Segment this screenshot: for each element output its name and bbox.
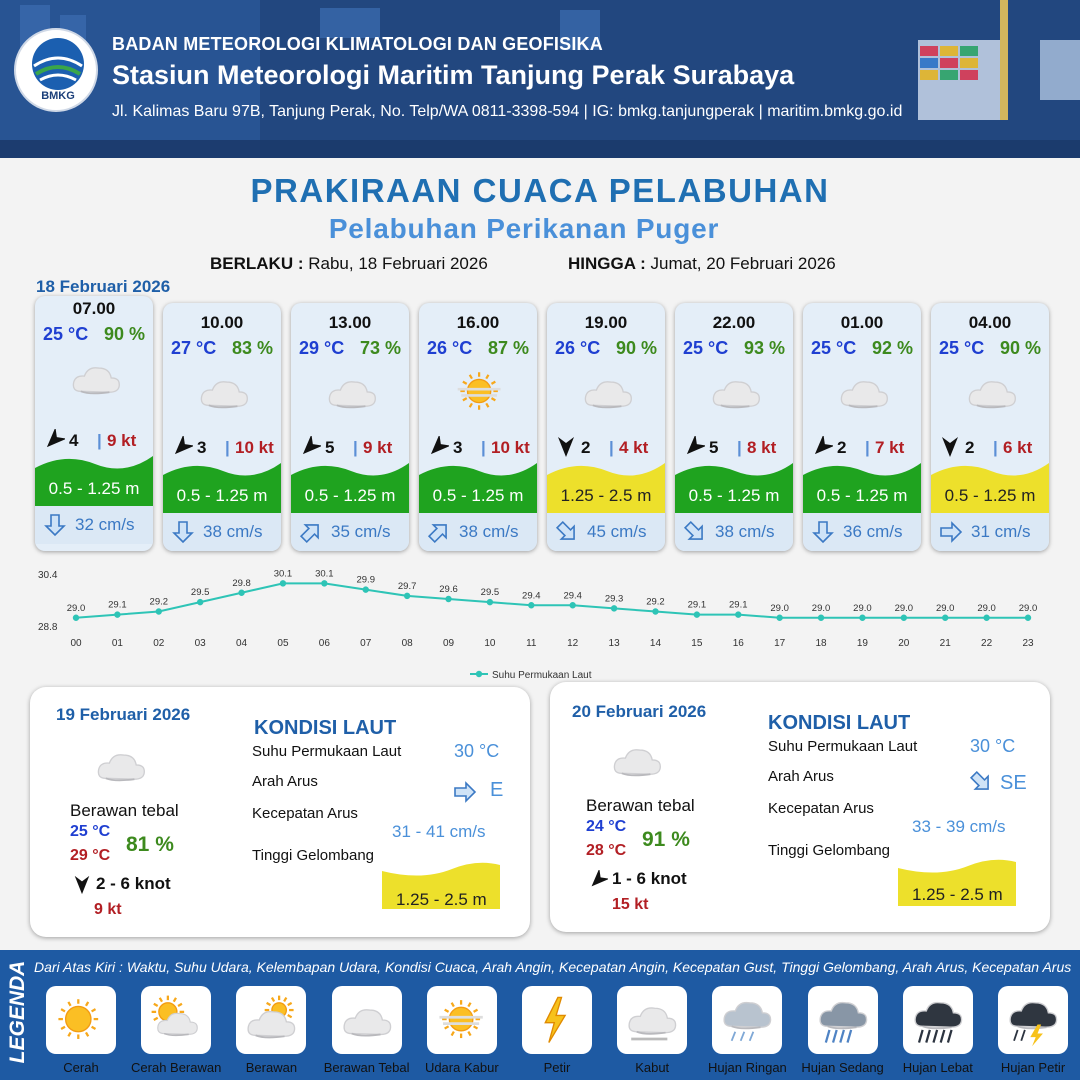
sst-point <box>197 599 203 605</box>
card-humidity: 90 % <box>103 324 145 344</box>
x-tick-label: 00 <box>70 638 82 649</box>
x-tick-label: 20 <box>898 638 910 649</box>
panel-gust: 9 kt <box>94 901 122 918</box>
current-speed: 31 cm/s <box>971 522 1031 541</box>
forecast-card <box>163 303 281 551</box>
sst-point <box>156 608 162 614</box>
sst-value-label: 29.2 <box>646 596 665 608</box>
wind-speed: 3 <box>453 438 463 457</box>
x-tick-label: 05 <box>277 638 289 649</box>
from-value: Rabu, 18 Februari 2026 <box>308 254 488 273</box>
sst-point <box>238 590 244 596</box>
wave-height: 0.5 - 1.25 m <box>304 486 396 505</box>
card-humidity: 73 % <box>359 338 401 358</box>
panel-temp-min: 25 °C <box>70 823 111 840</box>
sst-value-label: 29.5 <box>190 587 210 599</box>
sst-point <box>735 611 741 617</box>
wind-speed: 4 <box>69 431 79 450</box>
wave-height-label: Tinggi Gelombang <box>252 847 375 864</box>
kondisi-laut-title: KONDISI LAUT <box>254 717 397 739</box>
panel-condition: Berawan tebal <box>70 801 179 820</box>
current-speed-value: 33 - 39 cm/s <box>912 817 1006 836</box>
wave-height: 0.5 - 1.25 m <box>432 486 524 505</box>
wind-speed: 2 <box>837 438 847 457</box>
panel-date: 20 Februari 2026 <box>572 702 707 721</box>
card-wind <box>675 436 793 460</box>
sst-label: Suhu Permukaan Laut <box>252 743 402 760</box>
legend-item-label: Cerah Berawan <box>131 1060 222 1075</box>
card-temp: 27 °C <box>171 338 217 358</box>
wind-speed: 3 <box>197 438 207 457</box>
gust-speed: 10 kt <box>491 438 530 457</box>
sst-point <box>445 596 451 602</box>
sst-point <box>859 615 865 621</box>
sst-value-label: 29.0 <box>811 602 831 614</box>
wave-height-value: 1.25 - 2.5 m <box>396 890 487 909</box>
current-speed-value: 31 - 41 cm/s <box>392 822 486 841</box>
x-tick-label: 18 <box>815 638 827 649</box>
forecast-card <box>675 303 793 551</box>
wind-separator: | <box>993 438 998 457</box>
panel-wind: 2 - 6 knot <box>96 874 171 893</box>
x-tick-label: 03 <box>194 638 206 649</box>
y-tick-label: 28.8 <box>38 622 58 633</box>
panel-gust: 15 kt <box>612 896 649 913</box>
legend-item <box>516 986 598 1075</box>
page-title: PRAKIRAAN CUACA PELABUHAN <box>250 172 830 209</box>
panel-temp-min: 24 °C <box>586 818 627 835</box>
wind-separator: | <box>865 438 870 457</box>
legend-item-label: Udara Kabur <box>424 1060 499 1075</box>
legend-icon-box <box>998 986 1068 1054</box>
sst-point <box>818 615 824 621</box>
current-row <box>419 513 537 551</box>
legend-icon-box <box>46 986 116 1054</box>
legend-item <box>706 986 788 1075</box>
sst-value-label: 29.0 <box>1018 602 1038 614</box>
hujan-petir-icon <box>1005 992 1061 1048</box>
sst-point <box>652 608 658 614</box>
sst-value-label: 29.3 <box>604 593 624 605</box>
legend-item <box>611 986 693 1075</box>
legend-item <box>131 986 222 1075</box>
sst-value-label: 29.0 <box>770 602 789 614</box>
panel-humidity: 91 % <box>642 828 690 851</box>
sst-value-label: 29.0 <box>935 602 955 614</box>
panel-date: 19 Februari 2026 <box>56 705 191 724</box>
x-tick-label: 02 <box>153 638 165 649</box>
sst-value-label: 29.1 <box>108 599 127 611</box>
legend-item-label: Cerah <box>63 1060 99 1075</box>
legend-icon-box <box>141 986 211 1054</box>
legend-item-label: Kabut <box>635 1060 670 1075</box>
port-name: Pelabuhan Perikanan Puger <box>328 213 720 244</box>
sst-point <box>528 602 534 608</box>
sst-point <box>611 605 617 611</box>
legend-item-label: Hujan Petir <box>1000 1060 1066 1075</box>
current-row <box>35 506 153 544</box>
legend-icon-box <box>712 986 782 1054</box>
forecast-card <box>291 303 409 551</box>
sst-point <box>776 615 782 621</box>
card-time: 04.00 <box>968 313 1012 332</box>
berawan-tebal-icon <box>577 366 639 416</box>
gust-speed: 10 kt <box>235 438 274 457</box>
sst-point <box>487 599 493 605</box>
current-direction-icon <box>452 780 478 804</box>
berawan-tebal-icon <box>606 734 668 784</box>
sst-value-label: 29.9 <box>356 574 375 586</box>
legend-item-label: Hujan Sedang <box>801 1060 884 1075</box>
sst-value-label: 29.1 <box>687 599 707 611</box>
sst-value-label: 30.1 <box>315 568 334 580</box>
current-speed: 36 cm/s <box>843 522 903 541</box>
wind-separator: | <box>737 438 742 457</box>
wave-height: 0.5 - 1.25 m <box>48 479 140 498</box>
card-wind <box>931 436 1049 460</box>
card-humidity: 90 % <box>615 338 657 358</box>
card-time: 16.00 <box>456 313 500 332</box>
card-humidity: 87 % <box>487 338 529 358</box>
legend-item <box>230 986 312 1075</box>
kondisi-laut-title: KONDISI LAUT <box>768 712 911 734</box>
current-direction-value: SE <box>1000 772 1027 794</box>
x-tick-label: 07 <box>360 638 372 649</box>
legend-description: Dari Atas Kiri : Waktu, Suhu Udara, Kelembapan Udara, Kondisi Cuaca, Arah Angin, Kecepatan Angin, Kecepatan Gust, Tinggi Gelombang, Arah Arus, Kecepatan Arus <box>34 959 1072 975</box>
wave-height: 0.5 - 1.25 m <box>816 486 908 505</box>
x-tick-label: 04 <box>236 638 248 649</box>
card-temp: 25 °C <box>43 324 89 344</box>
sst-value: 30 °C <box>970 736 1016 756</box>
current-direction-icon <box>299 520 323 544</box>
current-speed: 45 cm/s <box>587 522 647 541</box>
from-label: BERLAKU : <box>210 254 304 273</box>
legend-item <box>897 986 979 1075</box>
daily-forecast-panel <box>550 682 1050 932</box>
wind-direction-icon <box>43 429 65 451</box>
wind-direction-icon <box>588 870 608 890</box>
panel-temp-max: 28 °C <box>586 842 627 859</box>
sst-point <box>114 611 120 617</box>
current-speed-label: Kecepatan Arus <box>252 805 358 822</box>
wind-direction-icon <box>683 436 705 458</box>
legend-item <box>323 986 410 1075</box>
sst-value-label: 29.0 <box>66 602 86 614</box>
org-name: BADAN METEOROLOGI KLIMATOLOGI DAN GEOFISIKA <box>112 34 603 54</box>
legend-item-label: Hujan Ringan <box>708 1060 787 1075</box>
kabut-icon <box>624 992 680 1048</box>
panel-humidity: 81 % <box>126 833 174 856</box>
udara-kabur-icon <box>449 366 511 416</box>
current-direction-label: Arah Arus <box>768 768 834 785</box>
sst-value: 30 °C <box>454 741 500 761</box>
card-wind <box>35 429 153 453</box>
x-tick-label: 19 <box>856 638 868 649</box>
card-time: 22.00 <box>712 313 756 332</box>
current-direction-icon <box>43 513 67 537</box>
gust-speed: 4 kt <box>619 438 649 457</box>
legend-icon-box <box>903 986 973 1054</box>
x-tick-label: 15 <box>691 638 703 649</box>
current-speed-label: Kecepatan Arus <box>768 800 874 817</box>
legend-item <box>802 986 884 1075</box>
sst-point <box>363 586 369 592</box>
legend-marker <box>476 671 482 677</box>
daily-forecast-panel <box>30 687 530 937</box>
card-temp: 26 °C <box>555 338 601 358</box>
contact-info: Jl. Kalimas Baru 97B, Tanjung Perak, No. Telp/WA 0811-3398-594 | IG: bmkg.tanjungperak | maritim.bmkg.go.id <box>112 103 903 120</box>
wave-height-value: 1.25 - 2.5 m <box>912 885 1003 904</box>
wind-separator: | <box>97 431 102 450</box>
legend-item <box>40 986 122 1075</box>
berawan-icon <box>243 992 299 1048</box>
berawan-tebal-icon <box>65 352 127 402</box>
current-direction-icon <box>683 520 707 544</box>
sst-value-label: 29.1 <box>729 599 748 611</box>
sst-value-label: 29.0 <box>894 602 914 614</box>
berawan-tebal-icon <box>339 992 395 1048</box>
legend-icon-box <box>522 986 592 1054</box>
hujan-sedang-icon <box>815 992 871 1048</box>
sst-value-label: 29.4 <box>563 590 582 602</box>
current-speed: 38 cm/s <box>715 522 775 541</box>
wave-height: 0.5 - 1.25 m <box>176 486 268 505</box>
gust-speed: 9 kt <box>363 438 393 457</box>
card-temp: 25 °C <box>811 338 857 358</box>
current-row <box>291 513 409 551</box>
validity-from <box>210 254 488 274</box>
berawan-tebal-icon <box>321 366 383 416</box>
berawan-tebal-icon <box>961 366 1023 416</box>
forecast-card <box>35 296 153 551</box>
wind-speed: 2 <box>581 438 591 457</box>
card-temp: 25 °C <box>939 338 985 358</box>
legend-icon-box <box>236 986 306 1054</box>
current-direction-label: Arah Arus <box>252 773 318 790</box>
x-tick-label: 17 <box>774 638 786 649</box>
legend-item-label: Hujan Lebat <box>902 1060 973 1075</box>
wave-height: 0.5 - 1.25 m <box>688 486 780 505</box>
panel-wind: 1 - 6 knot <box>612 869 687 888</box>
card-humidity: 83 % <box>231 338 273 358</box>
berawan-tebal-icon <box>833 366 895 416</box>
card-wind <box>163 436 281 460</box>
current-row <box>675 513 793 551</box>
wind-separator: | <box>481 438 486 457</box>
panel-condition: Berawan tebal <box>586 796 695 815</box>
forecast-card <box>419 303 537 551</box>
sst-value-label: 29.5 <box>480 587 500 599</box>
validity-to <box>568 254 836 274</box>
card-time: 13.00 <box>328 313 372 332</box>
y-tick-label: 30.4 <box>38 570 58 581</box>
sst-point <box>569 602 575 608</box>
wind-speed: 5 <box>325 438 335 457</box>
sst-point <box>280 580 286 586</box>
berawan-tebal-icon <box>705 366 767 416</box>
legend-item <box>421 986 503 1075</box>
legend-icon-box <box>617 986 687 1054</box>
sst-point <box>404 593 410 599</box>
sst-value-label: 29.6 <box>439 584 458 595</box>
berawan-tebal-icon <box>193 366 255 416</box>
card-temp: 29 °C <box>299 338 345 358</box>
to-label: HINGGA : <box>568 254 646 273</box>
current-row <box>931 513 1049 551</box>
wind-direction-icon <box>427 436 449 458</box>
wind-direction-icon <box>939 436 961 458</box>
card-humidity: 90 % <box>999 338 1041 358</box>
current-row <box>547 513 665 551</box>
wind-direction-icon <box>299 436 321 458</box>
legend-icon-box <box>427 986 497 1054</box>
sst-point <box>1025 615 1031 621</box>
gust-speed: 8 kt <box>747 438 777 457</box>
forecast-card <box>931 303 1049 551</box>
x-tick-label: 11 <box>526 638 537 649</box>
x-tick-label: 12 <box>567 638 579 649</box>
x-tick-label: 14 <box>649 638 662 649</box>
legend-item-label: Berawan Tebal <box>323 1060 410 1075</box>
card-wind <box>547 436 665 460</box>
wind-separator: | <box>225 438 230 457</box>
legend-icon-box <box>332 986 402 1054</box>
bmkg-logo <box>14 28 98 112</box>
gust-speed: 9 kt <box>107 431 137 450</box>
sst-label: Suhu Permukaan Laut <box>768 738 918 755</box>
station-name: Stasiun Meteorologi Maritim Tanjung Perak Surabaya <box>112 60 795 90</box>
legend-item-label: Berawan <box>245 1060 298 1075</box>
hujan-ringan-icon <box>719 992 775 1048</box>
card-temp: 26 °C <box>427 338 473 358</box>
cerah-berawan-icon <box>148 992 204 1048</box>
x-tick-label: 21 <box>939 638 951 649</box>
wind-direction-icon <box>811 436 833 458</box>
x-tick-label: 16 <box>732 638 744 649</box>
current-row <box>803 513 921 551</box>
sst-value-label: 29.8 <box>232 577 251 589</box>
legend-icon-box <box>808 986 878 1054</box>
card-wind <box>419 436 537 460</box>
x-tick-label: 08 <box>401 638 413 649</box>
wind-speed: 5 <box>709 438 719 457</box>
legend-label: Suhu Permukaan Laut <box>492 670 592 681</box>
card-humidity: 93 % <box>743 338 785 358</box>
logo-text: BMKG <box>41 90 75 102</box>
x-tick-label: 10 <box>484 638 496 649</box>
x-tick-label: 01 <box>111 638 123 649</box>
cerah-icon <box>53 992 109 1048</box>
gust-speed: 7 kt <box>875 438 905 457</box>
card-time: 19.00 <box>584 313 628 332</box>
current-direction-icon <box>811 520 835 544</box>
wind-separator: | <box>609 438 614 457</box>
wind-direction-icon <box>72 875 92 895</box>
petir-icon <box>529 992 585 1048</box>
x-tick-label: 06 <box>318 638 330 649</box>
berawan-tebal-icon <box>90 739 152 789</box>
wave-height-label: Tinggi Gelombang <box>768 842 891 859</box>
forecast-card <box>803 303 921 551</box>
legend-item-label: Petir <box>543 1060 571 1075</box>
sst-chart <box>30 560 1050 690</box>
legend <box>0 950 1080 1080</box>
wave-height: 1.25 - 2.5 m <box>560 486 652 505</box>
current-direction-icon <box>555 520 579 544</box>
to-value: Jumat, 20 Februari 2026 <box>650 254 836 273</box>
current-direction-icon <box>939 520 963 544</box>
sst-point <box>321 580 327 586</box>
panel-temp-max: 29 °C <box>70 847 111 864</box>
sst-value-label: 29.7 <box>397 580 417 592</box>
card-time: 01.00 <box>840 313 884 332</box>
sst-value-label: 29.0 <box>853 602 872 614</box>
current-row <box>163 513 281 551</box>
current-speed: 32 cm/s <box>75 515 135 534</box>
header-banner <box>0 0 1080 158</box>
legend-title: LEGENDA <box>6 960 29 1064</box>
card-temp: 25 °C <box>683 338 729 358</box>
sst-point <box>983 615 989 621</box>
sst-point <box>694 611 700 617</box>
card-humidity: 92 % <box>871 338 913 358</box>
sst-point <box>901 615 907 621</box>
card-time: 10.00 <box>200 313 244 332</box>
udara-kabur-icon <box>434 992 490 1048</box>
hujan-lebat-icon <box>910 992 966 1048</box>
card-wind <box>291 436 409 460</box>
gust-speed: 6 kt <box>1003 438 1033 457</box>
forecast-card <box>547 303 665 551</box>
sst-value-label: 30.1 <box>273 568 293 580</box>
sst-point <box>73 615 79 621</box>
card-time: 07.00 <box>72 299 116 318</box>
current-direction-icon <box>171 520 195 544</box>
sst-value-label: 29.4 <box>522 590 541 602</box>
wind-separator: | <box>353 438 358 457</box>
current-direction-value: E <box>490 779 504 801</box>
bmkg-emblem-icon <box>16 30 100 90</box>
x-tick-label: 22 <box>981 638 993 649</box>
sst-value-label: 29.2 <box>149 596 169 608</box>
x-tick-label: 09 <box>442 638 455 649</box>
x-tick-label: 13 <box>608 638 620 649</box>
sst-point <box>942 615 948 621</box>
current-speed: 35 cm/s <box>331 522 391 541</box>
wave-height: 0.5 - 1.25 m <box>944 486 1036 505</box>
legend-item <box>992 986 1074 1075</box>
day1-date: 18 Februari 2026 <box>36 277 171 296</box>
wind-speed: 2 <box>965 438 975 457</box>
current-direction-icon <box>968 770 994 794</box>
wind-direction-icon <box>555 436 577 458</box>
current-speed: 38 cm/s <box>203 522 263 541</box>
x-tick-label: 23 <box>1022 638 1034 649</box>
current-speed: 38 cm/s <box>459 522 519 541</box>
wind-direction-icon <box>171 436 193 458</box>
sst-value-label: 29.0 <box>977 602 996 614</box>
card-wind <box>803 436 921 460</box>
current-direction-icon <box>427 520 451 544</box>
